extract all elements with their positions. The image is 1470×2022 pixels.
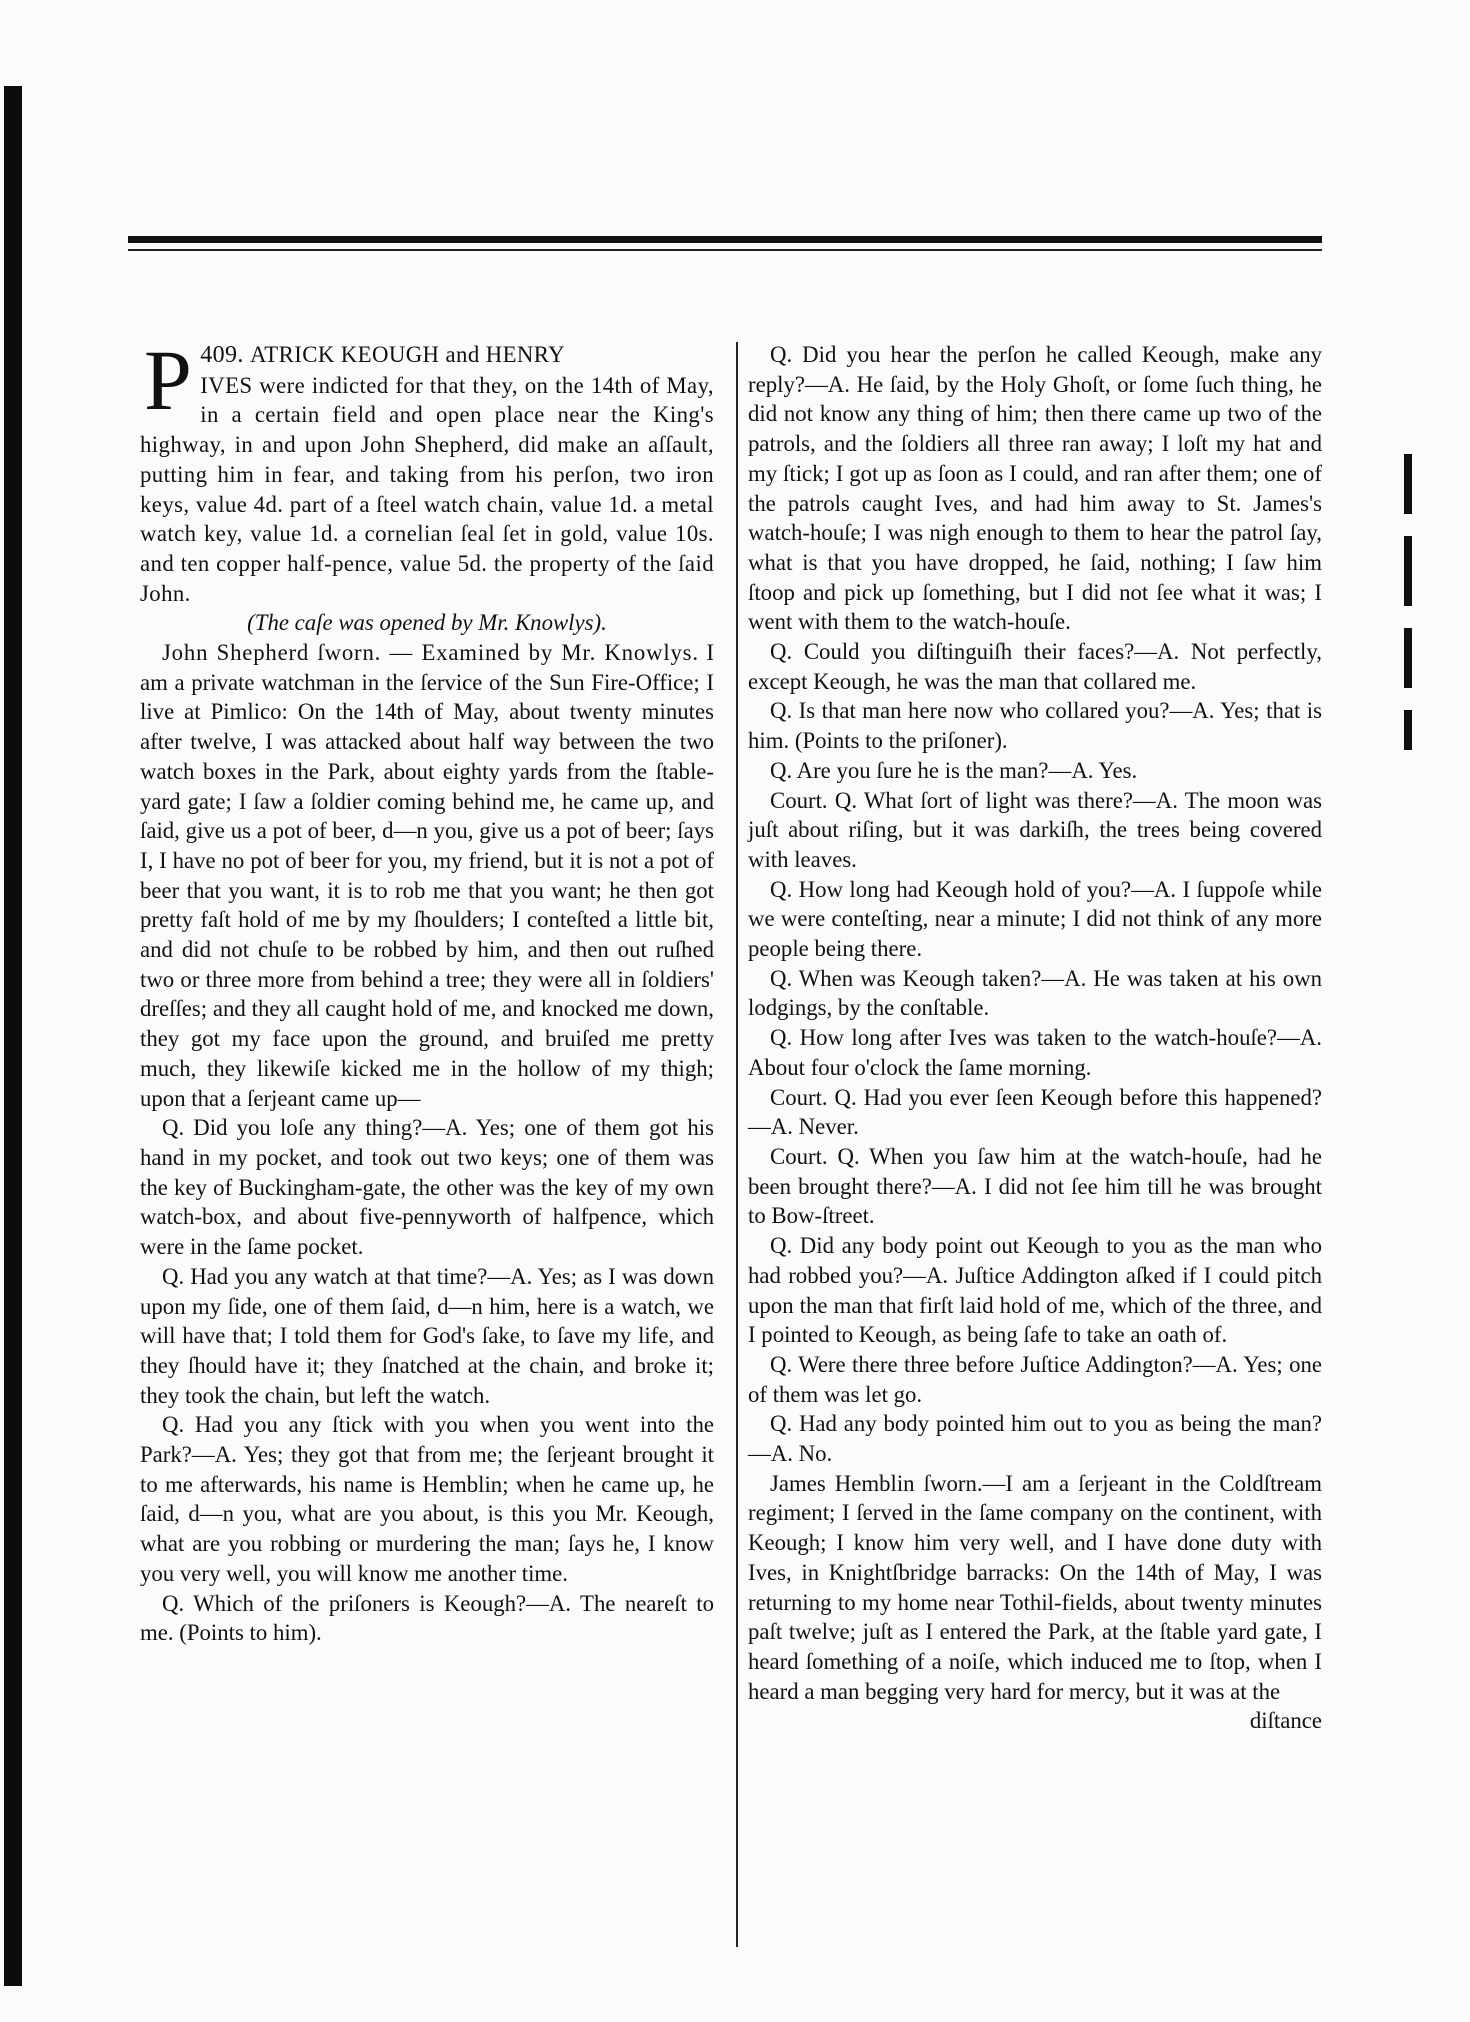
testimony-paragraph: Q. Which of the priſoners is Keough?—A. The neareſt to me. (Points to him). xyxy=(140,1590,714,1646)
heading-line-1: ATRICK KEOUGH and HENRY xyxy=(249,342,565,367)
trial-heading xyxy=(140,332,714,608)
testimony-paragraph: Q. Had you any ſtick with you when you went into the Park?—A. Yes; they got that from me; the ſerjeant brought it to me afterwards, his name is Hemblin; when he came up, he ſaid, d—n you, what are you about, is this you Mr. Keough, what are you robbing or murdering the man; ſays he, I know you very well, you will know me another time. xyxy=(140,1412,714,1586)
left-column xyxy=(140,332,714,1648)
heading-line-2: IVES were indicted for that they, on xyxy=(200,372,549,398)
testimony-paragraph: Q. How long had Keough hold of you?—A. I ſuppoſe while we were conteſting, near a minute; I did not think of any more people being there. xyxy=(748,876,1322,962)
header-rule-thick xyxy=(128,236,1322,243)
testimony-paragraph: James Hemblin ſworn.—I am a ſerjeant in the Coldſtream regiment; I ſerved in the ſame company on the continent, with Keough; I know him very well, and I have done duty with Ives, in Knightſbridge barracks: On the 14th of May, I was returning to my home near Tothil-fields, about twenty minutes paſt twelve; juſt as I entered the Park, at the ſtable yard gate, I heard ſomething of a noiſe, which induced me to ſtop, when I heard a man begging very hard for mercy, but it was at the xyxy=(748,1470,1322,1704)
witness-intro: John Shepherd ſworn. — Examined by Mr. Knowlys. xyxy=(162,640,699,666)
testimony-paragraph: Court. Q. When you ſaw him at the watch-houſe, had he been brought there?—A. I did not ſee him till he was brought to Bow-ſtreet. xyxy=(748,1143,1322,1229)
testimony-paragraph: Q. Are you ſure he is the man?—A. Yes. xyxy=(770,757,1138,783)
testimony-paragraph: Q. Did you hear the perſon he called Keough, make any reply?—A. He ſaid, by the Holy Ghoſt, or ſome ſuch thing, he did not know any thing of him; then there came up two of the patrols, and the ſoldiers all three ran away; I loſt my hat and my ſtick; I got up as ſoon as I could, and ran after them; one of the patrols caught Ives, and had him away to St. James's watch-houſe; I was nigh enough to them to hear the patrol ſay, what is that you have dropped, he ſaid, nothing; I ſaw him ſtoop and pick up ſomething, but I did not ſee what it was; I went with them to the watch-houſe. xyxy=(748,342,1322,635)
case-note: (The caſe was opened by Mr. Knowlys). xyxy=(247,610,607,636)
drop-cap: P xyxy=(144,332,193,428)
page-number: 409. xyxy=(200,342,244,368)
testimony-paragraph: Q. How long after Ives was taken to the watch-houſe?—A. About four o'clock the ſame morning. xyxy=(748,1025,1322,1080)
binding-shadow xyxy=(4,86,22,1986)
right-column xyxy=(748,340,1322,1736)
catchword: diſtance xyxy=(1249,1708,1322,1734)
testimony-paragraph: I am a private watchman in the ſervice of the Sun Fire-Office; I live at Pimlico: On the 14th of May, about twenty minutes after twelve, I was attacked about half way between the two watch boxes in the Park, about eighty yards from the ſtable-yard gate; I ſaw a ſoldier coming behind me, he came up, and ſaid, give us a pot of beer, d—n you, give us a pot of beer; ſays I, I have no pot of beer for you, my friend, but it is not a pot of beer that you want, it is to rob me that you want; he then got pretty faſt hold of me by my ſhoulders; I conteſted a little bit, and did not chuſe to be robbed by him, and then out ruſhed two or three more from behind a tree; they were all in ſoldiers' dreſſes; and they all caught hold of me, and knocked me down, they got my face upon the ground, and bruiſed me pretty much, they likewiſe kicked me in the hollow of my thigh; upon that a ſerjeant came up— xyxy=(140,640,714,1111)
testimony-paragraph: Q. Did any body point out Keough to you as the man who had robbed you?—A. Juſtice Addington aſked if I could pitch upon the man that firſt laid hold of me, which of the three, and I pointed to Keough, as being ſafe to take an oath of. xyxy=(748,1233,1322,1348)
header-rule-thin xyxy=(128,249,1322,251)
testimony-paragraph: Court. Q. What ſort of light was there?—A. The moon was juſt about riſing, but it was darkiſh, the trees being covered with leaves. xyxy=(748,787,1322,872)
testimony-paragraph: Q. Could you diſtinguiſh their faces?—A. Not perfectly, except Keough, he was the man that collared me. xyxy=(748,639,1322,694)
testimony-paragraph: Q. When was Keough taken?—A. He was taken at his own lodgings, by the conſtable. xyxy=(748,965,1322,1021)
indictment-text: the 14th of May, in a certain field and open place near the King's highway, in and upon John Shepherd, did make an aſſault, putting him in fear, and taking from his perſon, two iron keys, value 4d. part of a ſteel watch chain, value 1d. a metal watch key, value 1d. a cornelian ſeal ſet in gold, value 10s. and ten copper half-pence, value 5d. the property of the ſaid John. xyxy=(140,372,714,606)
testimony-paragraph: Q. Is that man here now who collared you?—A. Yes; that is him. (Points to the priſoner). xyxy=(748,698,1322,754)
testimony-paragraph: Q. Had any body pointed him out to you as being the man?—A. No. xyxy=(748,1411,1322,1467)
testimony-paragraph: Q. Had you any watch at that time?—A. Yes; as I was down upon my ſide, one of them ſaid, d—n him, here is a watch, we will have that; I told them for God's ſake, to ſave my life, and they ſhould have it; they ſnatched at the chain, and broke it; they took the chain, but left the watch. xyxy=(140,1263,714,1408)
testimony-paragraph: Court. Q. Had you ever ſeen Keough before this happened?—A. Never. xyxy=(748,1084,1322,1140)
testimony-paragraph: Q. Did you loſe any thing?—A. Yes; one of them got his hand in my pocket, and took out two keys; one of them was the key of Buckingham-gate, the other was the key of my own watch-box, and about five-pennyworth of halfpence, which were in the ſame pocket. xyxy=(140,1115,714,1260)
testimony-paragraph: Q. Were there three before Juſtice Addington?—A. Yes; one of them was let go. xyxy=(748,1351,1322,1407)
edge-marks xyxy=(1404,454,1412,772)
column-divider xyxy=(736,342,738,1947)
